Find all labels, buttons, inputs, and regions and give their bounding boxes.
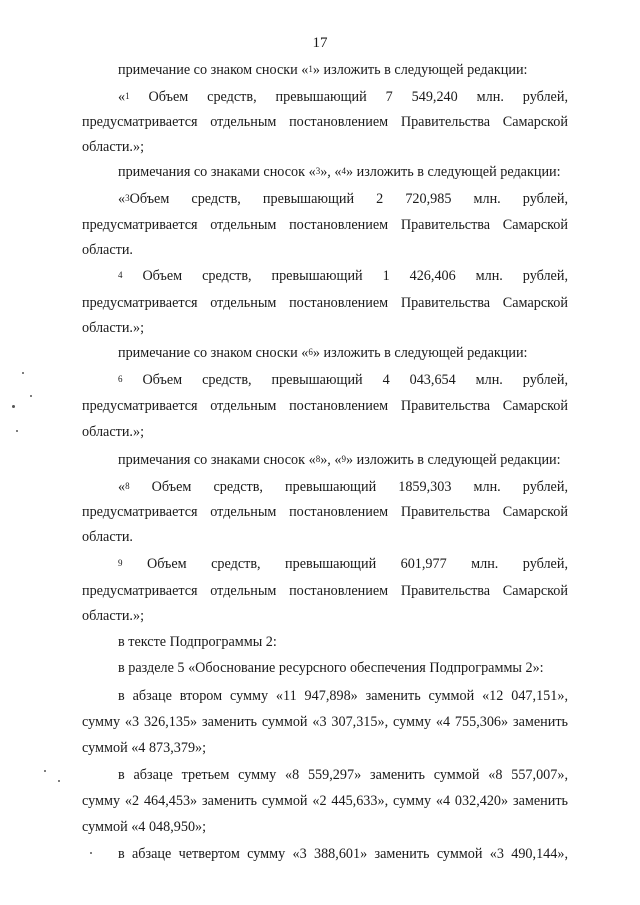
page-number: 17 xyxy=(312,35,328,51)
scan-speck xyxy=(58,780,60,782)
text-line: $^9$ Объем средств, превышающий 601,977 млн. рублей, xyxy=(118,556,568,572)
text-line: в абзаце третьем сумму «8 559,297» заменить суммой «8 557,007», xyxy=(118,767,568,783)
text-line: сумму «3 326,135» заменить суммой «3 307,315», сумму «4 755,306» заменить xyxy=(82,714,568,730)
text-line: области.»; xyxy=(82,424,145,440)
text-line: предусматривается отдельным постановлением Правительства Самарской xyxy=(82,217,568,233)
text-line: суммой «4 873,379»; xyxy=(82,740,207,756)
text-line: области.»; xyxy=(82,320,145,336)
text-line: примечание со знаком сноски «$^1$» изложить в следующей редакции: xyxy=(118,62,528,78)
text-line: «$^8$ Объем средств, превышающий 1859,303 млн. рублей, xyxy=(118,479,568,495)
text-line: сумму «2 464,453» заменить суммой «2 445,633», сумму «4 032,420» заменить xyxy=(82,793,568,809)
text-line: в разделе 5 «Обоснование ресурсного обеспечения Подпрограммы 2»: xyxy=(118,660,544,676)
scan-speck xyxy=(30,395,32,397)
text-line: примечания со знаками сносок «$^8$», «$^9$» изложить в следующей редакции: xyxy=(118,452,561,468)
text-line: области.»; xyxy=(82,139,145,155)
text-line: $^4$ Объем средств, превышающий 1 426,406 млн. рублей, xyxy=(118,268,568,284)
text-line: предусматривается отдельным постановлением Правительства Самарской xyxy=(82,295,568,311)
scan-speck xyxy=(12,405,15,408)
text-line: области. xyxy=(82,242,133,258)
scan-speck xyxy=(22,372,24,374)
text-line: области.»; xyxy=(82,608,145,624)
text-line: предусматривается отдельным постановлением Правительства Самарской xyxy=(82,583,568,599)
text-line: предусматривается отдельным постановлением Правительства Самарской xyxy=(82,398,568,414)
text-line: «$^3$Объем средств, превышающий 2 720,985 млн. рублей, xyxy=(118,191,568,207)
text-line: предусматривается отдельным постановлением Правительства Самарской xyxy=(82,504,568,520)
scan-speck xyxy=(44,770,46,772)
text-line: в абзаце втором сумму «11 947,898» заменить суммой «12 047,151», xyxy=(118,688,568,704)
scan-speck xyxy=(16,430,18,432)
text-line: примечания со знаками сносок «$^3$», «$^4$» изложить в следующей редакции: xyxy=(118,164,561,180)
text-line: в тексте Подпрограммы 2: xyxy=(118,634,277,650)
text-line: $^6$ Объем средств, превышающий 4 043,654 млн. рублей, xyxy=(118,372,568,388)
scan-speck xyxy=(90,852,92,854)
text-line: в абзаце четвертом сумму «3 388,601» заменить суммой «3 490,144», xyxy=(118,846,568,862)
text-line: суммой «4 048,950»; xyxy=(82,819,207,835)
text-line: области. xyxy=(82,529,133,545)
text-line: примечание со знаком сноски «$^6$» изложить в следующей редакции: xyxy=(118,345,528,361)
text-line: «$^1$ Объем средств, превышающий 7 549,240 млн. рублей, xyxy=(118,89,568,105)
text-line: предусматривается отдельным постановлением Правительства Самарской xyxy=(82,114,568,130)
